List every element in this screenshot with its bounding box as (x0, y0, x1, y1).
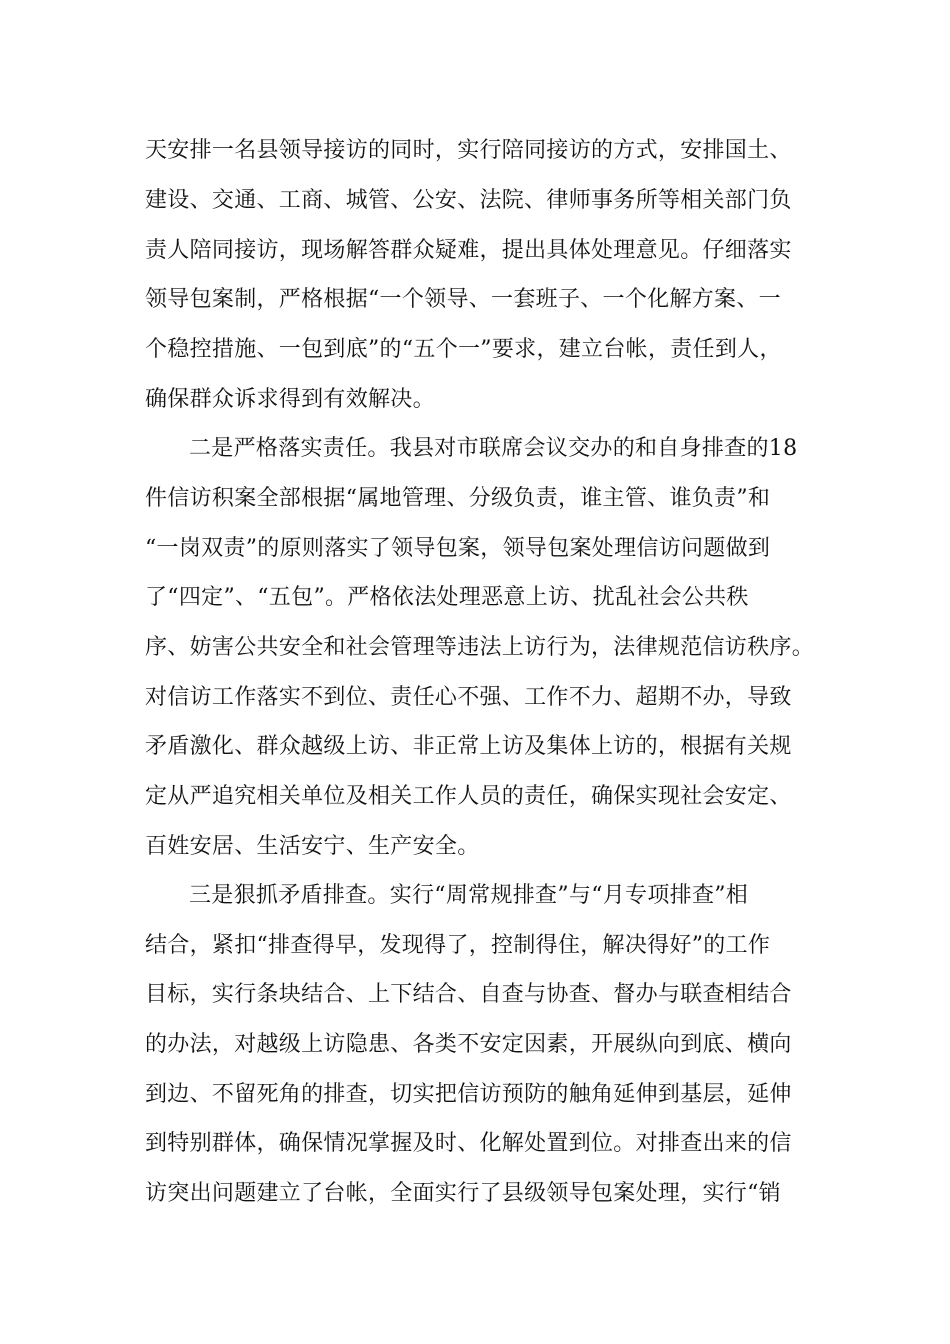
text-line: “一岗双责”的原则落实了领导包案，领导包案处理信访问题做到 (145, 536, 771, 561)
text-line: 对信访工作落实不到位、责任心不强、工作不力、超期不办，导致 (145, 685, 792, 710)
text-line: 件信访积案全部根据“属地管理、分级负责，谁主管、谁负责”和 (145, 486, 771, 511)
text-line: 序、妨害公共安全和社会管理等违法上访行为，法律规范信访秩序。 (145, 635, 815, 660)
text-line: 确保群众诉求得到有效解决。 (145, 387, 435, 412)
text-line: 建设、交通、工商、城管、公安、法院、律师事务所等相关部门负 (145, 188, 792, 213)
paragraph-first-line: 三是狠抓矛盾排查。实行“周常规排查”与“月专项排查”相 (189, 883, 749, 908)
text-line: 定从严追究相关单位及相关工作人员的责任，确保实现社会安定、 (145, 784, 792, 809)
text-line: 的办法，对越级上访隐患、各类不安定因素，开展纵向到底、横向 (145, 1032, 792, 1057)
text-line: 了“四定”、“五包”。严格依法处理恶意上访、扰乱社会公共秩 (145, 585, 749, 610)
text-line: 责人陪同接访，现场解答群众疑难，提出具体处理意见。仔细落实 (145, 238, 792, 263)
text-line: 个稳控措施、一包到底”的“五个一”要求，建立台帐，责任到人， (145, 337, 782, 362)
text-line: 到边、不留死角的排查，切实把信访预防的触角延伸到基层，延伸 (145, 1082, 792, 1107)
text-line: 矛盾激化、群众越级上访、非正常上访及集体上访的，根据有关规 (145, 734, 792, 759)
text-line: 结合，紧扣“排查得早，发现得了，控制得住，解决得好”的工作 (145, 933, 771, 958)
text-line: 百姓安居、生活安宁、生产安全。 (145, 834, 480, 859)
text-line: 访突出问题建立了台帐，全面实行了县级领导包案处理，实行“销 (145, 1181, 781, 1206)
text-line: 领导包案制，严格根据“一个领导、一套班子、一个化解方案、一 (145, 287, 781, 312)
text-line: 天安排一名县领导接访的同时，实行陪同接访的方式，安排国土、 (145, 138, 792, 163)
text-line: 到特别群体，确保情况掌握及时、化解处置到位。对排查出来的信 (145, 1131, 792, 1156)
paragraph-first-line: 二是严格落实责任。我县对市联席会议交办的和自身排查的18 (189, 436, 798, 461)
text-line: 目标，实行条块结合、上下结合、自查与协查、督办与联查相结合 (145, 982, 792, 1007)
